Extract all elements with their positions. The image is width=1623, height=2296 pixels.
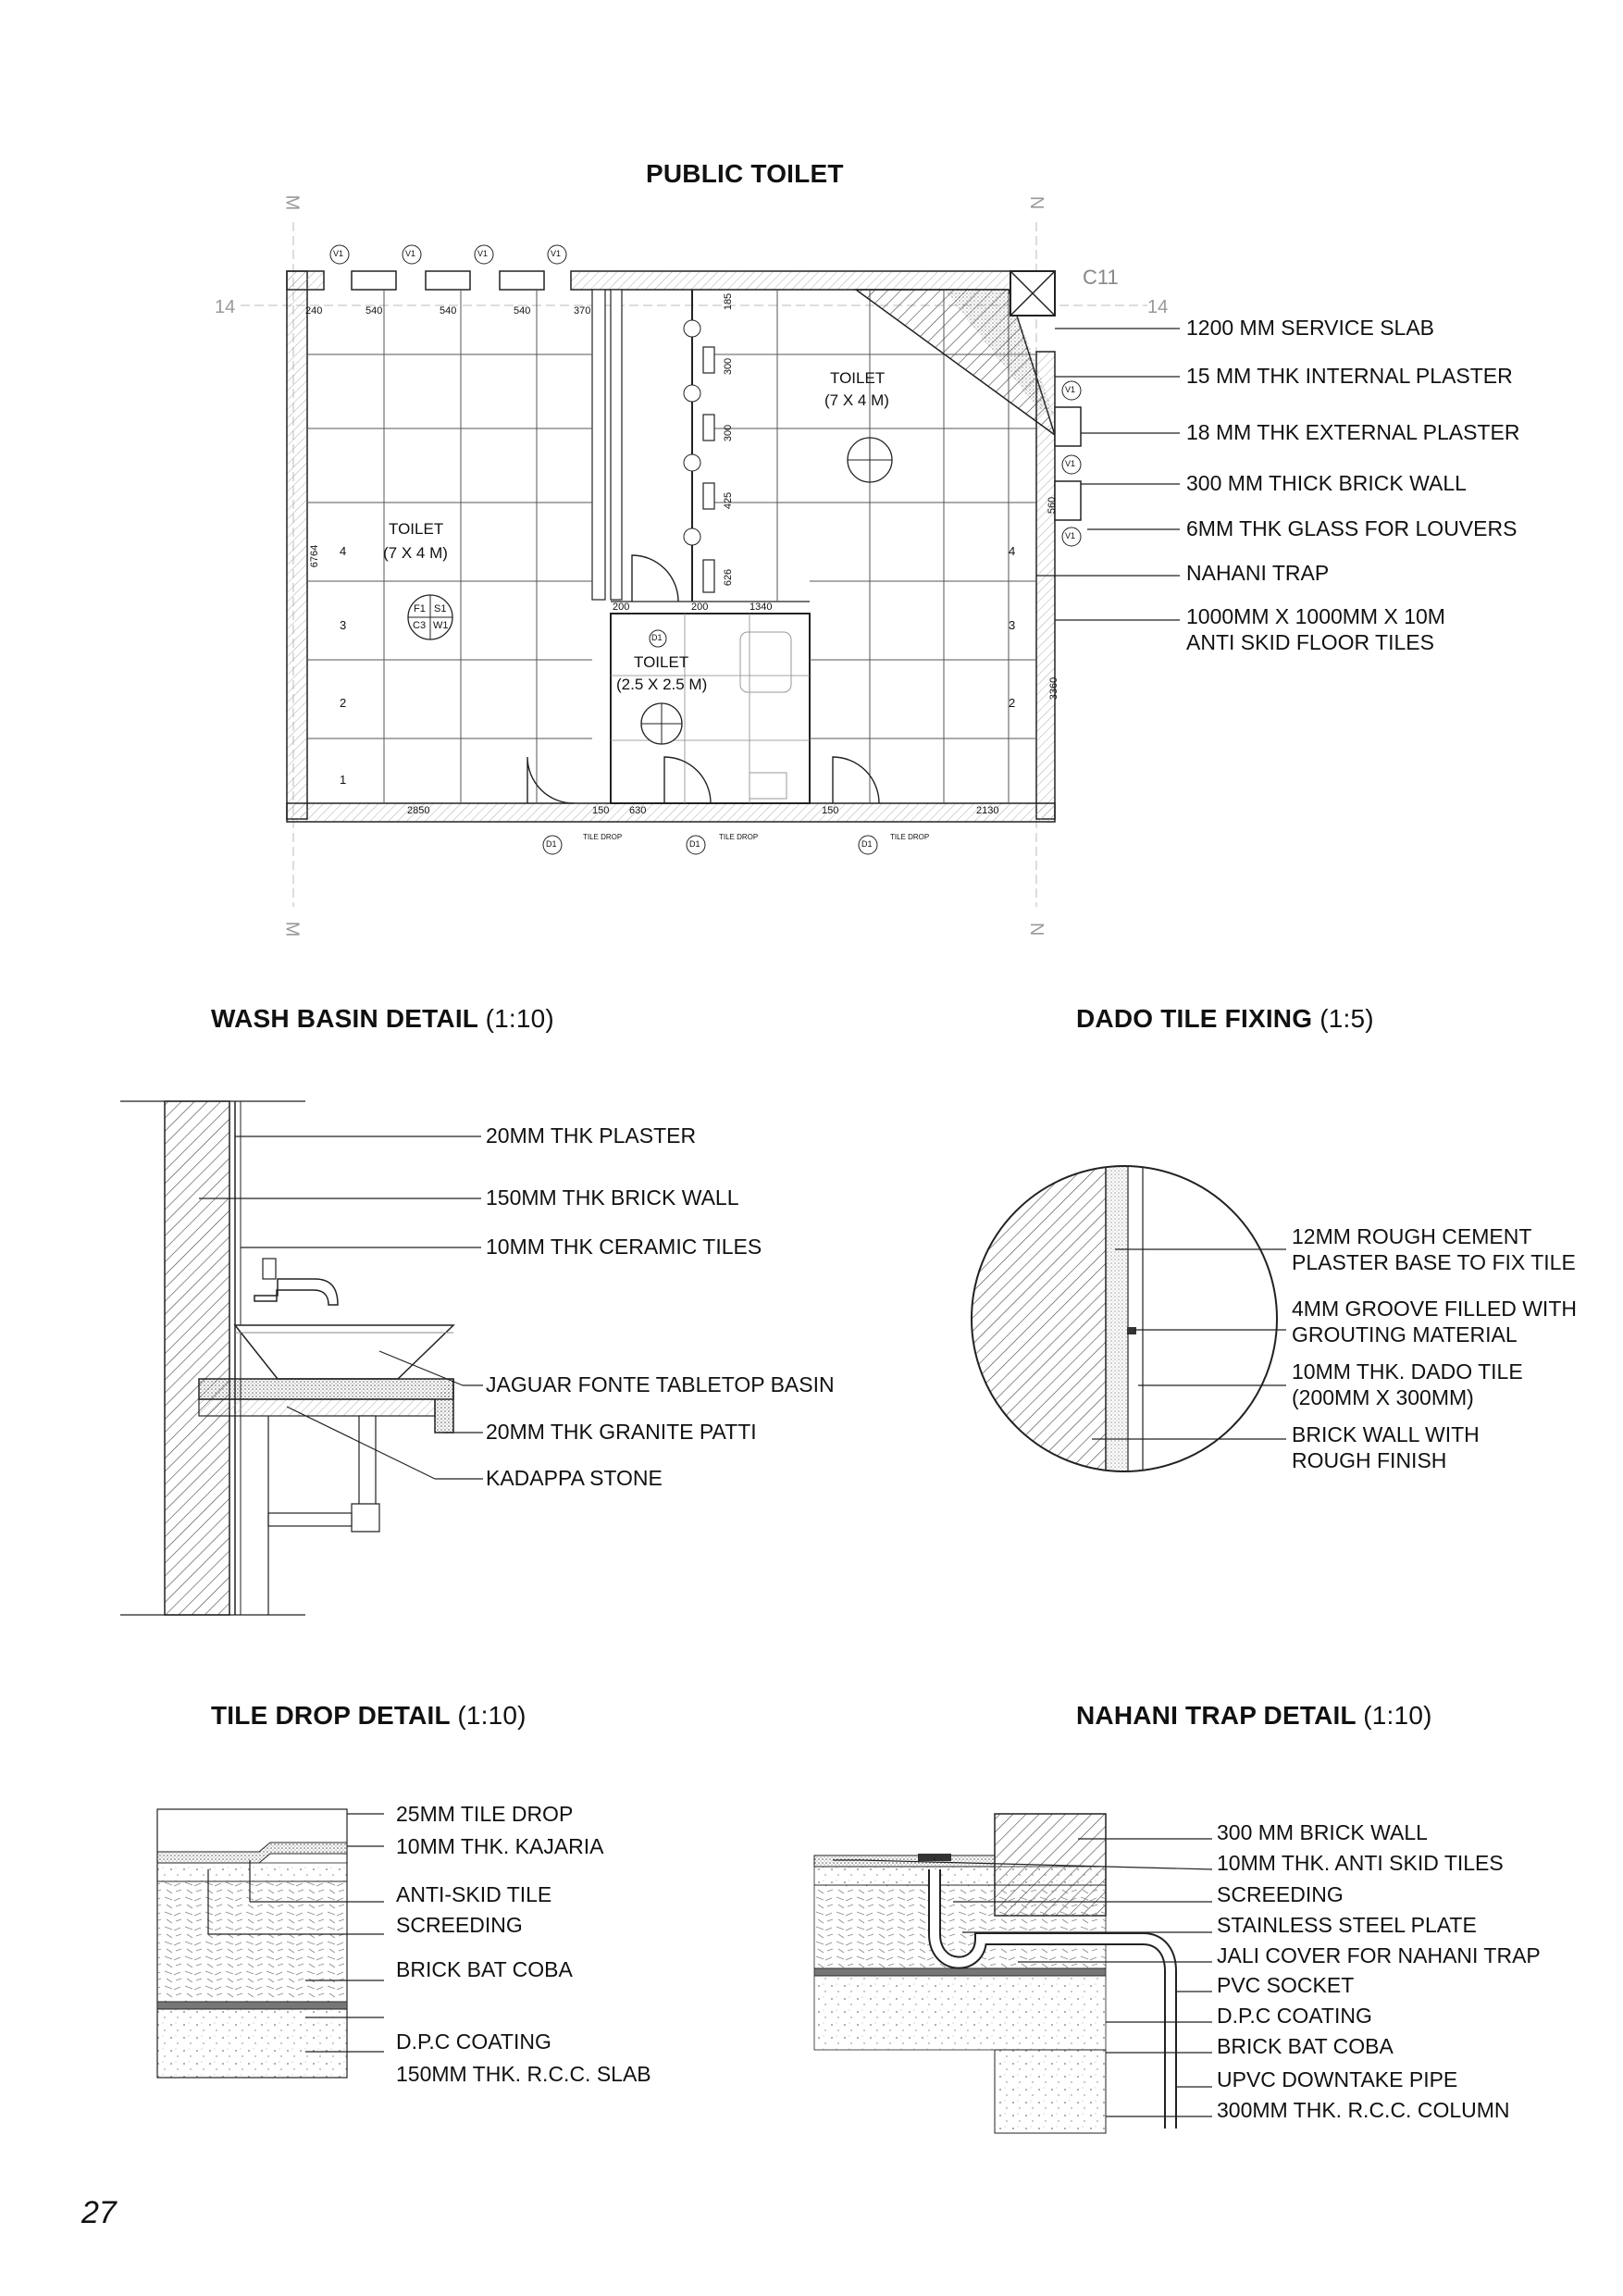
dim-louver: 425 bbox=[723, 491, 735, 510]
tile-num: 2 bbox=[340, 696, 347, 710]
dim-top: 240 bbox=[305, 305, 323, 316]
room-mid-name: TOILET bbox=[634, 653, 689, 671]
door-tag: D1 bbox=[546, 839, 557, 849]
nt-label: PVC SOCKET bbox=[1217, 1973, 1355, 1997]
dado-label: (200MM X 300MM) bbox=[1292, 1385, 1474, 1409]
dim-louver: 300 bbox=[723, 424, 735, 442]
tile-drop-tag: TILE DROP bbox=[583, 833, 623, 841]
tile-num: 1 bbox=[340, 773, 347, 787]
dim-louver: 185 bbox=[723, 292, 735, 311]
tile-drop-tag: TILE DROP bbox=[890, 833, 930, 841]
wash-basin-title: WASH BASIN DETAIL (1:10) bbox=[211, 1004, 554, 1033]
dado-label: PLASTER BASE TO FIX TILE bbox=[1292, 1250, 1576, 1274]
note-glass-louvers: 6MM THK GLASS FOR LOUVERS bbox=[1186, 516, 1518, 540]
dim-top: 540 bbox=[440, 305, 457, 316]
dado-label: 10MM THK. DADO TILE bbox=[1292, 1359, 1523, 1384]
note-brick-wall: 300 MM THICK BRICK WALL bbox=[1186, 471, 1467, 495]
dim-top: 540 bbox=[365, 305, 383, 316]
window-tag: V1 bbox=[1065, 385, 1076, 394]
nt-label: 300 MM BRICK WALL bbox=[1217, 1820, 1428, 1844]
td-label: 10MM THK. KAJARIA bbox=[396, 1834, 604, 1858]
grid-col-top-left: M bbox=[281, 194, 303, 211]
tile-num: 4 bbox=[340, 544, 347, 558]
fixture-w: W1 bbox=[433, 620, 449, 631]
tile-drop-title: TILE DROP DETAIL (1:10) bbox=[211, 1701, 527, 1730]
nt-label: D.P.C COATING bbox=[1217, 2004, 1372, 2028]
tile-num: 2 bbox=[1009, 696, 1016, 710]
column-tag: C11 bbox=[1083, 266, 1119, 289]
tile-drop-tag: TILE DROP bbox=[719, 833, 759, 841]
wb-label-basin: JAGUAR FONTE TABLETOP BASIN bbox=[486, 1372, 835, 1396]
dim-bottom: 2850 bbox=[407, 805, 430, 816]
tile-drop-drawing bbox=[157, 1809, 384, 2078]
room-left-size: (7 X 4 M) bbox=[383, 544, 448, 562]
nt-label: SCREEDING bbox=[1217, 1882, 1344, 1906]
dim-louver: 300 bbox=[723, 357, 735, 376]
wb-label-kadappa: KADAPPA STONE bbox=[486, 1466, 663, 1490]
page-number: 27 bbox=[81, 2195, 117, 2230]
td-label: SCREEDING bbox=[396, 1913, 523, 1937]
dim-top: 370 bbox=[574, 305, 591, 316]
dado-label: ROUGH FINISH bbox=[1292, 1448, 1447, 1472]
dado-tile-title: DADO TILE FIXING (1:5) bbox=[1076, 1004, 1374, 1033]
nt-label: 10MM THK. ANTI SKID TILES bbox=[1217, 1851, 1504, 1875]
td-label: BRICK BAT COBA bbox=[396, 1957, 573, 1981]
td-label: 150MM THK. R.C.C. SLAB bbox=[396, 2062, 651, 2086]
grid-col-bottom-left: M bbox=[281, 921, 303, 937]
room-right-name: TOILET bbox=[830, 369, 886, 387]
nt-label: 300MM THK. R.C.C. COLUMN bbox=[1217, 2098, 1510, 2122]
note-service-slab: 1200 MM SERVICE SLAB bbox=[1186, 316, 1435, 340]
dim-bottom: 150 bbox=[592, 805, 610, 816]
window-tag: V1 bbox=[333, 249, 344, 258]
window-tag: V1 bbox=[1065, 531, 1076, 540]
wb-label-plaster: 20MM THK PLASTER bbox=[486, 1123, 697, 1148]
room-right-size: (7 X 4 M) bbox=[824, 391, 889, 409]
dim-bottom: 630 bbox=[629, 805, 647, 816]
note-nahani-trap: NAHANI TRAP bbox=[1186, 561, 1330, 585]
dim-mid: 200 bbox=[613, 602, 630, 613]
wb-label-granite: 20MM THK GRANITE PATTI bbox=[486, 1420, 757, 1444]
td-label: ANTI-SKID TILE bbox=[396, 1882, 552, 1906]
dado-label: 12MM ROUGH CEMENT bbox=[1292, 1224, 1532, 1248]
note-floor-tile-type: ANTI SKID FLOOR TILES bbox=[1186, 630, 1434, 654]
nt-label: BRICK BAT COBA bbox=[1217, 2034, 1394, 2058]
dim-height: 6764 bbox=[309, 544, 321, 568]
tile-num: 4 bbox=[1009, 544, 1016, 558]
note-external-plaster: 18 MM THK EXTERNAL PLASTER bbox=[1186, 420, 1520, 444]
nahani-trap-title: NAHANI TRAP DETAIL (1:10) bbox=[1076, 1701, 1432, 1730]
nt-label: JALI COVER FOR NAHANI TRAP bbox=[1217, 1943, 1541, 1967]
grid-col-bottom-right: N bbox=[1028, 922, 1049, 937]
fixture-c: C3 bbox=[413, 620, 427, 631]
fixture-s: S1 bbox=[434, 603, 447, 614]
nt-label: STAINLESS STEEL PLATE bbox=[1217, 1913, 1477, 1937]
wb-label-ceramic: 10MM THK CERAMIC TILES bbox=[486, 1235, 762, 1259]
window-tag: V1 bbox=[1065, 459, 1076, 468]
wash-basin-drawing bbox=[120, 1101, 483, 1615]
grid-col-top-right: N bbox=[1028, 195, 1049, 210]
note-internal-plaster: 15 MM THK INTERNAL PLASTER bbox=[1186, 364, 1513, 388]
door-tag: D1 bbox=[861, 839, 873, 849]
room-left-name: TOILET bbox=[389, 520, 444, 538]
window-tag: V1 bbox=[551, 249, 562, 258]
window-tag: V1 bbox=[405, 249, 416, 258]
dado-label: BRICK WALL WITH bbox=[1292, 1422, 1480, 1446]
tile-num: 3 bbox=[340, 618, 347, 632]
dim-bottom: 150 bbox=[822, 805, 839, 816]
dado-label: GROUTING MATERIAL bbox=[1292, 1322, 1518, 1347]
dim-bottom: 2130 bbox=[976, 805, 999, 816]
fixture-f: F1 bbox=[414, 603, 426, 614]
dim-mid: 1340 bbox=[750, 602, 773, 613]
td-label: D.P.C COATING bbox=[396, 2029, 551, 2054]
public-toilet-title: PUBLIC TOILET bbox=[646, 159, 844, 188]
door-tag: D1 bbox=[651, 633, 663, 642]
note-floor-tile-size: 1000MM X 1000MM X 10M bbox=[1186, 604, 1445, 628]
dado-label: 4MM GROOVE FILLED WITH bbox=[1292, 1297, 1577, 1321]
dim-gap: 560 bbox=[1047, 496, 1059, 515]
dado-tile-drawing bbox=[962, 1157, 1286, 1490]
tile-num: 3 bbox=[1009, 618, 1016, 632]
room-mid-size: (2.5 X 2.5 M) bbox=[616, 676, 708, 693]
nahani-trap-drawing bbox=[814, 1814, 1212, 2133]
wb-label-brick: 150MM THK BRICK WALL bbox=[486, 1185, 739, 1210]
window-tag: V1 bbox=[477, 249, 489, 258]
dim-louver: 626 bbox=[723, 568, 735, 587]
dim-height: 3360 bbox=[1048, 676, 1060, 701]
dim-top: 540 bbox=[514, 305, 531, 316]
door-tag: D1 bbox=[689, 839, 700, 849]
td-label: 25MM TILE DROP bbox=[396, 1802, 574, 1826]
grid-row-right: 14 bbox=[1147, 297, 1169, 317]
dim-mid: 200 bbox=[691, 602, 709, 613]
nt-label: UPVC DOWNTAKE PIPE bbox=[1217, 2067, 1458, 2091]
grid-row-left: 14 bbox=[215, 297, 236, 317]
